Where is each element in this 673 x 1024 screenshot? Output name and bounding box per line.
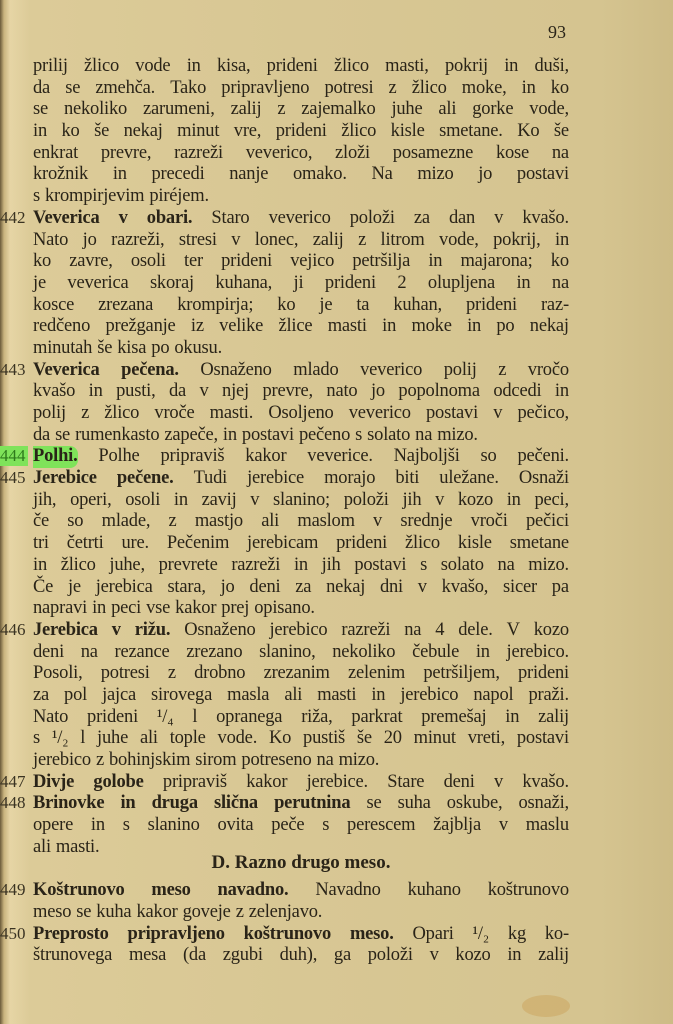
- recipe-first-line: Koštrunovo meso navadno. Navadno kuhano koštrunovo: [33, 880, 569, 901]
- recipe-entry: [0, 619, 569, 772]
- recipe-entry: [0, 446, 569, 468]
- recipe-entry: [0, 880, 569, 923]
- recipe-line: ko zavre, osoli ter prideni vejico petršilja in majarona; ko: [33, 251, 569, 272]
- recipe-entry: [0, 359, 569, 447]
- recipe-line: minutah še kisa po okusu.: [33, 337, 222, 358]
- intro-line: s krompirjevim piréjem.: [33, 186, 209, 207]
- recipe-first-line: Preprosto pripravljeno koštrunovo meso. Opari ¹/₂ kg ko-: [33, 923, 569, 944]
- recipe-first-line: Divje golobe pripraviš kakor jerebice. Stare deni v kvašo.: [33, 771, 569, 792]
- recipe-first-line: Jerebice pečene. Tudi jerebice morajo biti uležane. Osnaži: [33, 468, 569, 489]
- intro-line: enkrat prevre, razreži veverico, zloži posamezne kose na: [33, 142, 569, 163]
- recipe-first-line: Veverica v obari. Staro veverico položi za dan v kvašo.: [33, 207, 569, 228]
- recipe-line: Nato prideni ¹/₄ l opranega riža, parkrat premešaj in zalij: [33, 706, 569, 727]
- recipe-entry: [0, 923, 569, 967]
- recipe-number: 448: [0, 793, 26, 813]
- intro-line: da se zmehča. Tako pripravljeno potresi z žlico moke, in ko: [33, 77, 569, 98]
- recipe-entry: [0, 468, 569, 620]
- recipe-line: kvašo in pusti, da v njej prevre, nato jo popolnoma odcedi in: [33, 381, 569, 402]
- recipe-line: opere in s slanino ovita peče s perescem žajblja v maslu: [33, 815, 569, 836]
- recipe-line: da se rumenkasto zapeče, in postavi pečeno s solato na mizo.: [33, 424, 478, 445]
- recipe-line: in žlico juhe, prevrete razreži in jih postavi s solato na mizo.: [33, 554, 569, 575]
- intro-line: in ko še nekaj minut vre, prideni žlico kisle smetane. Ko še: [33, 121, 569, 142]
- page-body: [0, 56, 569, 967]
- recipe-line: ali masti.: [33, 836, 100, 857]
- recipe-number: 442: [0, 207, 26, 227]
- recipe-number: 443: [0, 359, 26, 379]
- recipe-line: redčeno prežganje iz velike žlice masti in moke in po nekaj: [33, 316, 569, 337]
- recipe-entry: [0, 207, 569, 360]
- recipe-first-line: Veverica pečena. Osnaženo mlado veverico polij z vročo: [33, 359, 569, 380]
- recipe-entry: [0, 793, 569, 858]
- intro-line: prilij žlico vode in kisa, prideni žlico masti, pokrij in duši,: [33, 56, 569, 76]
- recipe-first-line: Polhi. Polhe pripraviš kakor veverice. Najboljši so pečeni.: [33, 446, 569, 467]
- recipe-number: 450: [0, 923, 26, 943]
- recipe-line: polij z žlico vroče masti. Osoljeno veverico postavi v pečico,: [33, 403, 569, 423]
- recipe-number: 445: [0, 468, 26, 488]
- recipe-line: deni na rezance zrezano slanino, nekoliko čebule in jerebico.: [33, 641, 569, 662]
- intro-line: se nekoliko zarumeni, zalij z zajemalko juhe ali gorke vode,: [33, 99, 569, 120]
- recipe-line: Nato jo razreži, stresi v lonec, zalij z litrom vode, pokrij, in: [33, 229, 569, 250]
- recipe-line: je veverica skoraj kuhana, ji prideni 2 olupljena in na: [33, 272, 569, 293]
- recipe-line: jerebico z bohinjskim sirom potreseno na mizo.: [33, 750, 380, 770]
- recipe-line: meso se kuha kakor goveje z zelenjavo.: [33, 901, 323, 922]
- intro-line: krožnik in precedi nanje omako. Na mizo jo postavi: [33, 164, 569, 185]
- recipe-first-line: Brinovke in druga slična perutnina se suha oskube, osnaži,: [33, 793, 569, 814]
- section-heading: D. Razno drugo meso.: [211, 852, 391, 874]
- recipe-first-line: Jerebica v rižu. Osnaženo jerebico razreži na 4 dele. V kozo: [33, 619, 569, 640]
- recipe-number: 449: [0, 880, 26, 900]
- recipe-line: kosce zrezana krompirja; ko je ta kuhan, prideni raz-: [33, 294, 569, 315]
- recipe-line: s ¹/₂ l juhe ali tople vode. Ko pustiš še 20 minut vreti, postavi: [33, 728, 569, 749]
- recipe-line: za pol jajca sirovega masla ali masti in jerebico napol praži.: [33, 684, 569, 705]
- recipe-line: napravi in peci vse kakor prej opisano.: [33, 598, 315, 619]
- recipe-line: štrunovega mesa (da zgubi duh), ga položi v kozo in zalij: [33, 945, 569, 966]
- recipe-line: Posoli, potresi z drobno zrezanim zelenim petršiljem, prideni: [33, 663, 569, 684]
- recipe-line: jih, operi, osoli in zavij v slanino; položi jih v kozo in peci,: [33, 489, 569, 510]
- paper-stain: [522, 995, 570, 1017]
- recipe-number: 447: [0, 771, 26, 791]
- recipe-line: če so mlade, z mastjo ali maslom v srednje vroči pečici: [33, 511, 569, 532]
- recipe-entry: [0, 771, 569, 794]
- recipe-line: tri četrti ure. Pečenim jerebicam prideni žlico kisle smetane: [33, 533, 569, 554]
- recipe-line: Če je jerebica stara, jo deni za nekaj dni v kvašo, sicer pa: [33, 576, 569, 597]
- recipe-number: 444: [0, 446, 28, 466]
- recipe-number: 446: [0, 619, 26, 639]
- page-number: 93: [548, 22, 566, 42]
